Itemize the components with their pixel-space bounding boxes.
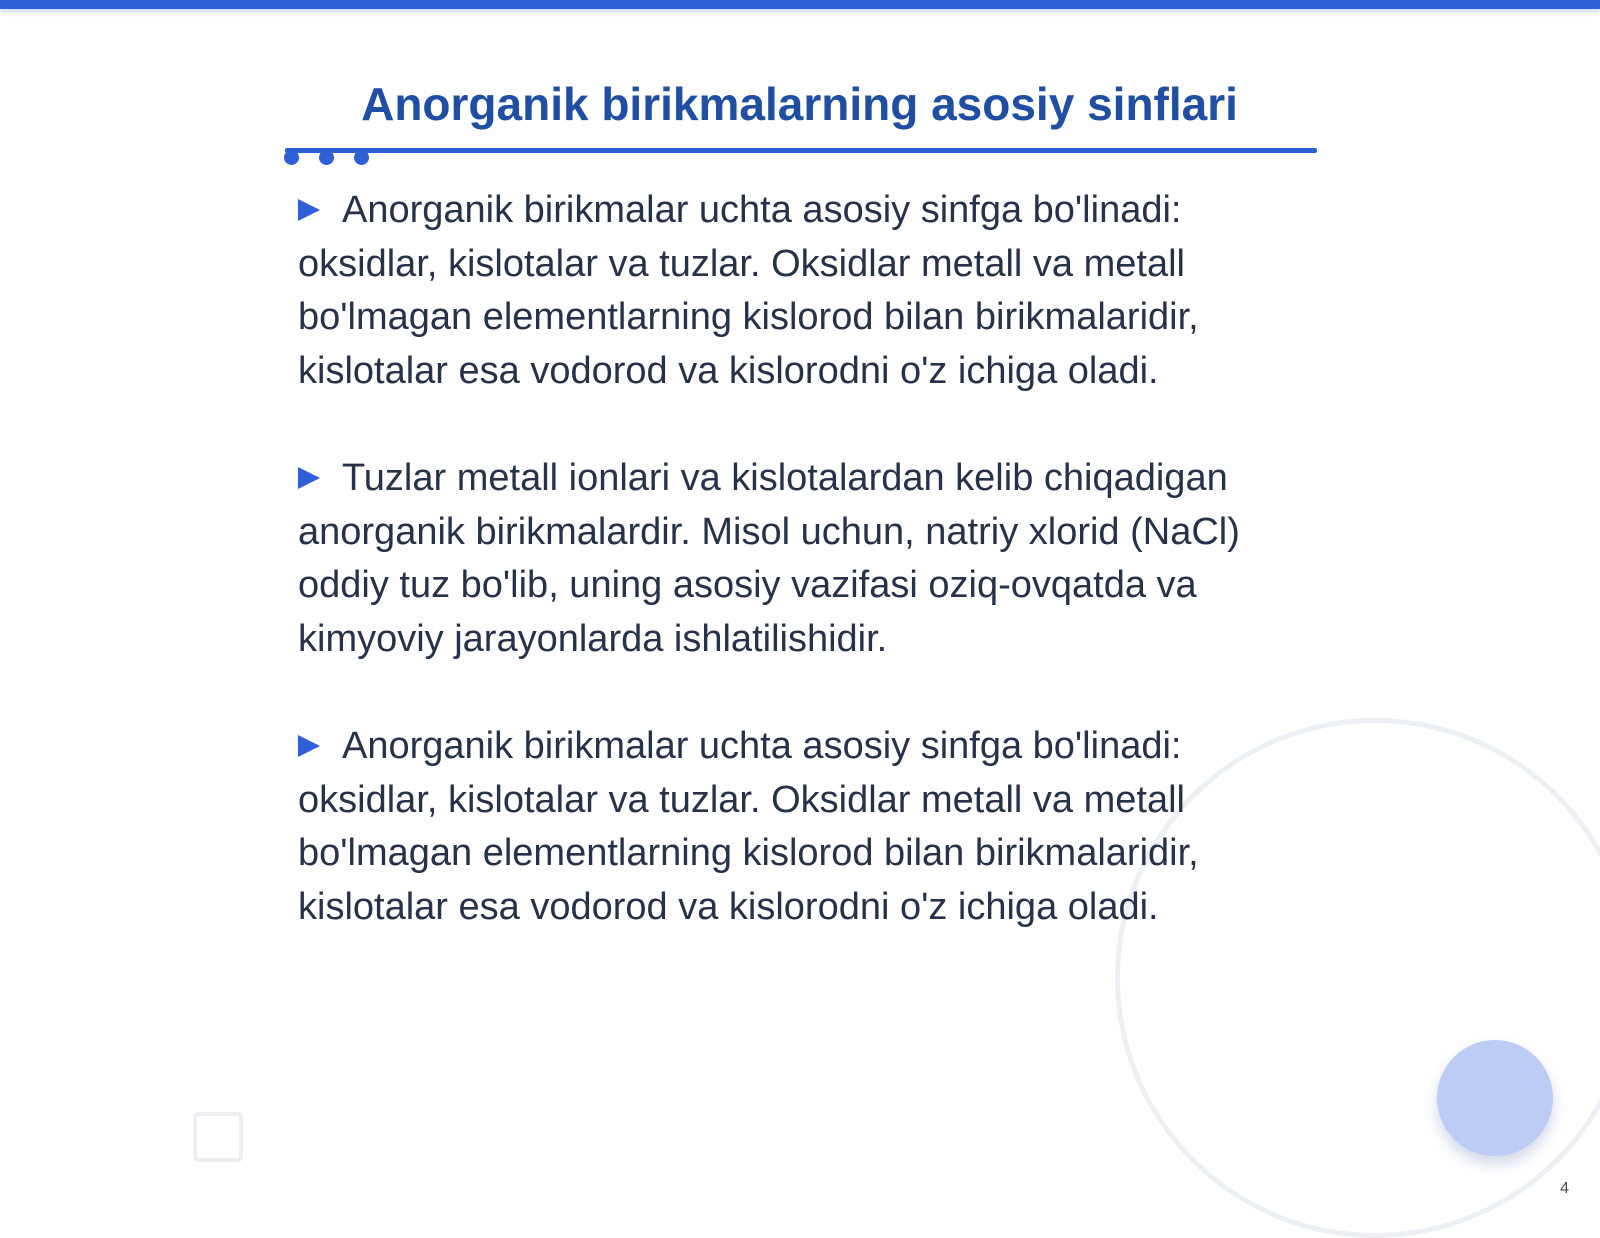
underline-dot (354, 150, 369, 165)
underline-dot (284, 150, 299, 165)
slide-title: Anorganik birikmalarning asosiy sinflari (361, 78, 1238, 130)
triangle-right-icon (298, 199, 320, 221)
bullet-text: Anorganik birikmalar uchta asosiy sinfga bo'linadi: oksidlar, kislotalar va tuzlar. Oksidlar metall va metall bo'lmagan elementlarning kislorod bilan birikmalaridir, kislotalar esa vodorod va kislorodni o'z ichiga oladi. (298, 189, 1199, 392)
bullet-text: Tuzlar metall ionlari va kislotalardan kelib chiqadigan anorganik birikmalardir. Misol uchun, natriy xlorid (NaCl) oddiy tuz bo'lib, uning asosiy vazifasi oziq-ovqatda va kimyoviy jarayonlarda ishlatilishidir. (298, 457, 1240, 660)
bullet-item (298, 452, 1328, 666)
page-number: 4 (1560, 1180, 1569, 1197)
slide-content (298, 184, 1328, 988)
underline-dot (319, 150, 334, 165)
triangle-right-icon (298, 467, 320, 489)
triangle-right-icon (298, 735, 320, 757)
decorative-square (193, 1112, 243, 1162)
top-accent-bar (0, 0, 1600, 9)
bullet-text: Anorganik birikmalar uchta asosiy sinfga bo'linadi: oksidlar, kislotalar va tuzlar. Oksidlar metall va metall bo'lmagan elementlarning kislorod bilan birikmalaridir, kislotalar esa vodorod va kislorodni o'z ichiga oladi. (298, 725, 1199, 928)
decorative-circle (1437, 1040, 1553, 1156)
title-underline (285, 148, 1317, 153)
bullet-item (298, 184, 1328, 398)
bullet-item (298, 720, 1328, 934)
